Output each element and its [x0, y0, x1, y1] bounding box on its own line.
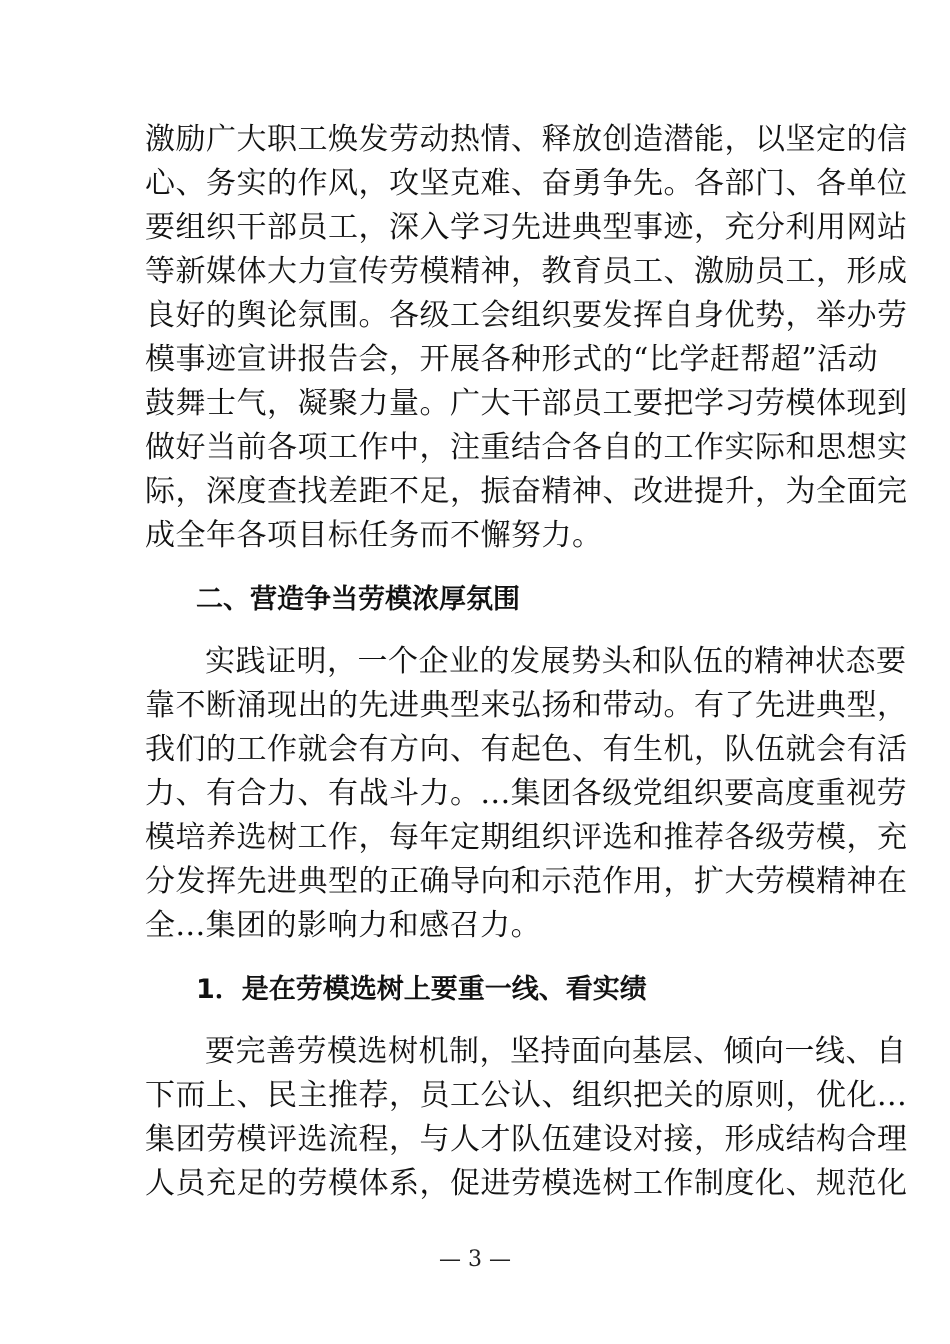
paragraph-1-line-3: 要组织干部员工，深入学习先进典型事迹，充分利用网站 — [145, 210, 908, 245]
paragraph-1-line-2: 心、务实的作风，攻坚克难、奋勇争先。各部门、各单位 — [145, 166, 908, 201]
paragraph-2-line-7: 全...集团的影响力和感召力。 — [145, 908, 542, 943]
paragraph-1-line-7: 鼓舞士气，凝聚力量。广大干部员工要把学习劳模体现到 — [145, 386, 908, 421]
paragraph-1-line-8: 做好当前各项工作中，注重结合各自的工作实际和思想实 — [145, 430, 908, 465]
paragraph-1-line-5: 良好的舆论氛围。各级工会组织要发挥自身优势，举办劳 — [145, 298, 908, 333]
paragraph-1-line-10: 成全年各项目标任务而不懈努力。 — [145, 518, 603, 553]
paragraph-2-line-4: 力、有合力、有战斗力。...集团各级党组织要高度重视劳 — [145, 776, 908, 811]
paragraph-2-line-5: 模培养选树工作，每年定期组织评选和推荐各级劳模，充 — [145, 820, 908, 855]
paragraph-1-line-6: 模事迹宣讲报告会，开展各种形式的“比学赶帮超”活动 — [145, 342, 879, 377]
paragraph-3-line-2: 下而上、民主推荐，员工公认、组织把关的原则，优化... — [145, 1078, 908, 1113]
paragraph-1-line-4: 等新媒体大力宣传劳模精神，教育员工、激励员工，形成 — [145, 254, 908, 289]
paragraph-1-line-1: 激励广大职工焕发劳动热情、释放创造潜能，以坚定的信 — [145, 122, 908, 157]
page-number: — 3 — — [439, 1247, 511, 1272]
paragraph-2-line-6: 分发挥先进典型的正确导向和示范作用，扩大劳模精神在 — [145, 864, 908, 899]
paragraph-3-line-4: 人员充足的劳模体系，促进劳模选树工作制度化、规范化 — [145, 1166, 908, 1201]
section-heading-2: 二、营造争当劳模浓厚氛围 — [196, 584, 520, 615]
subsection-heading-1: 1．是在劳模选树上要重一线、看实绩 — [196, 974, 647, 1005]
paragraph-1-line-9: 际，深度查找差距不足，振奋精神、改进提升，为全面完 — [145, 474, 908, 509]
paragraph-3-line-1: 要完善劳模选树机制，坚持面向基层、倾向一线、自 — [205, 1034, 907, 1069]
paragraph-3-line-3: 集团劳模评选流程，与人才队伍建设对接，形成结构合理 — [145, 1122, 908, 1157]
paragraph-2-line-1: 实践证明，一个企业的发展势头和队伍的精神状态要 — [205, 644, 907, 679]
paragraph-2-line-3: 我们的工作就会有方向、有起色、有生机，队伍就会有活 — [145, 732, 908, 767]
paragraph-2-line-2: 靠不断涌现出的先进典型来弘扬和带动。有了先进典型， — [145, 688, 908, 723]
